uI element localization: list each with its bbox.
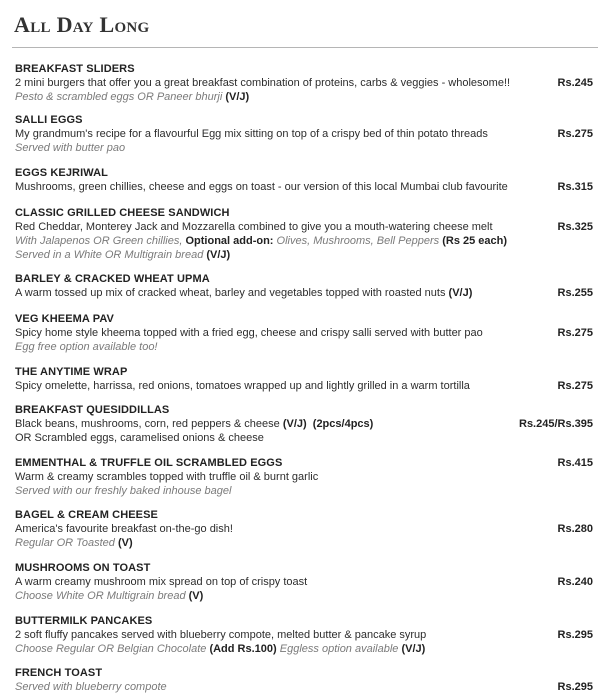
- menu-item-buttermilk-pancakes: [15, 614, 595, 666]
- menu-item-mushrooms-on-toast: [15, 561, 595, 614]
- item-note-text: Choose Regular OR Belgian Chocolate: [15, 643, 207, 655]
- item-description-text: A warm tossed up mix of cracked wheat, barley and vegetables topped with roasted nuts: [15, 287, 446, 299]
- menu-item-french-toast: [15, 666, 595, 696]
- item-note: [15, 642, 595, 656]
- item-note: [15, 90, 595, 104]
- item-description: Spicy home style kheema topped with a fried egg, cheese and crispy salli served with butter pao: [15, 327, 483, 339]
- item-note-text: Pesto & scrambled eggs OR Paneer bhurji: [15, 91, 223, 103]
- item-note: Served with blueberry compote: [15, 681, 167, 693]
- item-name: BREAKFAST SLIDERS: [15, 63, 135, 75]
- addon-items: Olives, Mushrooms, Bell Peppers: [276, 235, 440, 247]
- item-description-text: Black beans, mushrooms, corn, red peppers & cheese: [15, 418, 280, 430]
- menu-item-barley-cracked-wheat-upma: [15, 272, 595, 312]
- item-price: Rs.245/Rs.395: [519, 418, 593, 430]
- item-price: Rs.275: [557, 128, 593, 140]
- menu-item-breakfast-sliders: [15, 62, 595, 113]
- diet-tag: (V/J): [225, 91, 250, 103]
- item-description-alt: OR Scrambled eggs, caramelised onions & cheese: [15, 432, 264, 444]
- addon-label: Optional add-on:: [185, 235, 274, 247]
- item-note-text: With Jalapenos OR Green chillies,: [15, 235, 183, 247]
- diet-tag: (V/J): [401, 643, 426, 655]
- item-note: Served with our freshly baked inhouse bagel: [15, 485, 232, 497]
- title-divider: [12, 47, 598, 48]
- item-note: Egg free option available too!: [15, 341, 158, 353]
- item-description: 2 mini burgers that offer you a great breakfast combination of proteins, carbs & veggies - wholesome!!: [15, 77, 511, 89]
- item-name: EGGS KEJRIWAL: [15, 167, 108, 179]
- menu-item-classic-grilled-cheese-sandwich: [15, 206, 595, 272]
- item-name: BREAKFAST QUESIDDILLAS: [15, 404, 170, 416]
- item-note: [15, 589, 595, 603]
- item-name: FRENCH TOAST: [15, 667, 103, 679]
- diet-tag: (V/J): [282, 418, 307, 430]
- item-note: [15, 536, 595, 550]
- item-description: My grandmum's recipe for a flavourful Egg mix sitting on top of a crispy bed of thin potato threads: [15, 128, 488, 140]
- item-name: MUSHROOMS ON TOAST: [15, 562, 151, 574]
- item-note-text: Choose White OR Multigrain bread: [15, 590, 186, 602]
- addon-price: (Rs 25 each): [442, 235, 508, 247]
- diet-tag: (V): [188, 590, 204, 602]
- addon-price: (Add Rs.100): [209, 643, 277, 655]
- item-price: Rs.315: [557, 181, 593, 193]
- item-price: Rs.295: [557, 681, 593, 693]
- item-description: 2 soft fluffy pancakes served with blueberry compote, melted butter & pancake syrup: [15, 629, 427, 641]
- item-note: Served with butter pao: [15, 142, 126, 154]
- item-name: BUTTERMILK PANCAKES: [15, 615, 153, 627]
- item-name: THE ANYTIME WRAP: [15, 366, 128, 378]
- item-description: [15, 286, 595, 300]
- item-price: Rs.275: [557, 327, 593, 339]
- item-description: A warm creamy mushroom mix spread on top of crispy toast: [15, 576, 308, 588]
- item-description: Red Cheddar, Monterey Jack and Mozzarella combined to give you a mouth-watering cheese melt: [15, 221, 493, 233]
- portion-options: (2pcs/4pcs): [312, 418, 374, 430]
- diet-tag: (V/J): [206, 249, 231, 261]
- menu-item-anytime-wrap: [15, 365, 595, 403]
- diet-tag: (V/J): [448, 287, 473, 299]
- item-name: BARLEY & CRACKED WHEAT UPMA: [15, 273, 210, 285]
- item-price: Rs.280: [557, 523, 593, 535]
- section-title: All Day Long: [14, 12, 150, 37]
- item-note-text: Served in a White OR Multigrain bread: [15, 249, 204, 261]
- item-name: CLASSIC GRILLED CHEESE SANDWICH: [15, 207, 230, 219]
- menu-item-salli-eggs: [15, 113, 595, 166]
- menu-item-eggs-kejriwal: [15, 166, 595, 206]
- item-name: VEG KHEEMA PAV: [15, 313, 114, 325]
- item-description: Mushrooms, green chillies, cheese and eggs on toast - our version of this local Mumbai club favourite: [15, 181, 508, 193]
- menu-item-veg-kheema-pav: [15, 312, 595, 365]
- item-description: Spicy omelette, harrissa, red onions, tomatoes wrapped up and lightly grilled in a warm tortilla: [15, 380, 470, 392]
- item-description: [15, 417, 595, 431]
- diet-tag: (V): [117, 537, 133, 549]
- item-name: BAGEL & CREAM CHEESE: [15, 509, 158, 521]
- menu-item-emmenthal-truffle-scrambled-eggs: [15, 456, 595, 508]
- item-price: Rs.295: [557, 629, 593, 641]
- item-price: Rs.275: [557, 380, 593, 392]
- item-price: Rs.255: [557, 287, 593, 299]
- item-price: Rs.325: [557, 221, 593, 233]
- item-description: America's favourite breakfast on-the-go dish!: [15, 523, 233, 535]
- item-price: Rs.245: [557, 77, 593, 89]
- item-name: SALLI EGGS: [15, 114, 83, 126]
- menu-item-bagel-cream-cheese: [15, 508, 595, 561]
- item-price: Rs.240: [557, 576, 593, 588]
- item-description: Warm & creamy scrambles topped with truffle oil & burnt garlic: [15, 471, 319, 483]
- menu-list: [15, 62, 595, 696]
- item-note-text: Regular OR Toasted: [15, 537, 115, 549]
- item-name: EMMENTHAL & TRUFFLE OIL SCRAMBLED EGGS: [15, 457, 283, 469]
- item-note-text: Eggless option available: [279, 643, 399, 655]
- item-note: [15, 234, 595, 248]
- item-price: Rs.415: [557, 457, 593, 469]
- item-note: [15, 248, 595, 262]
- menu-item-breakfast-quesiddillas: [15, 403, 595, 456]
